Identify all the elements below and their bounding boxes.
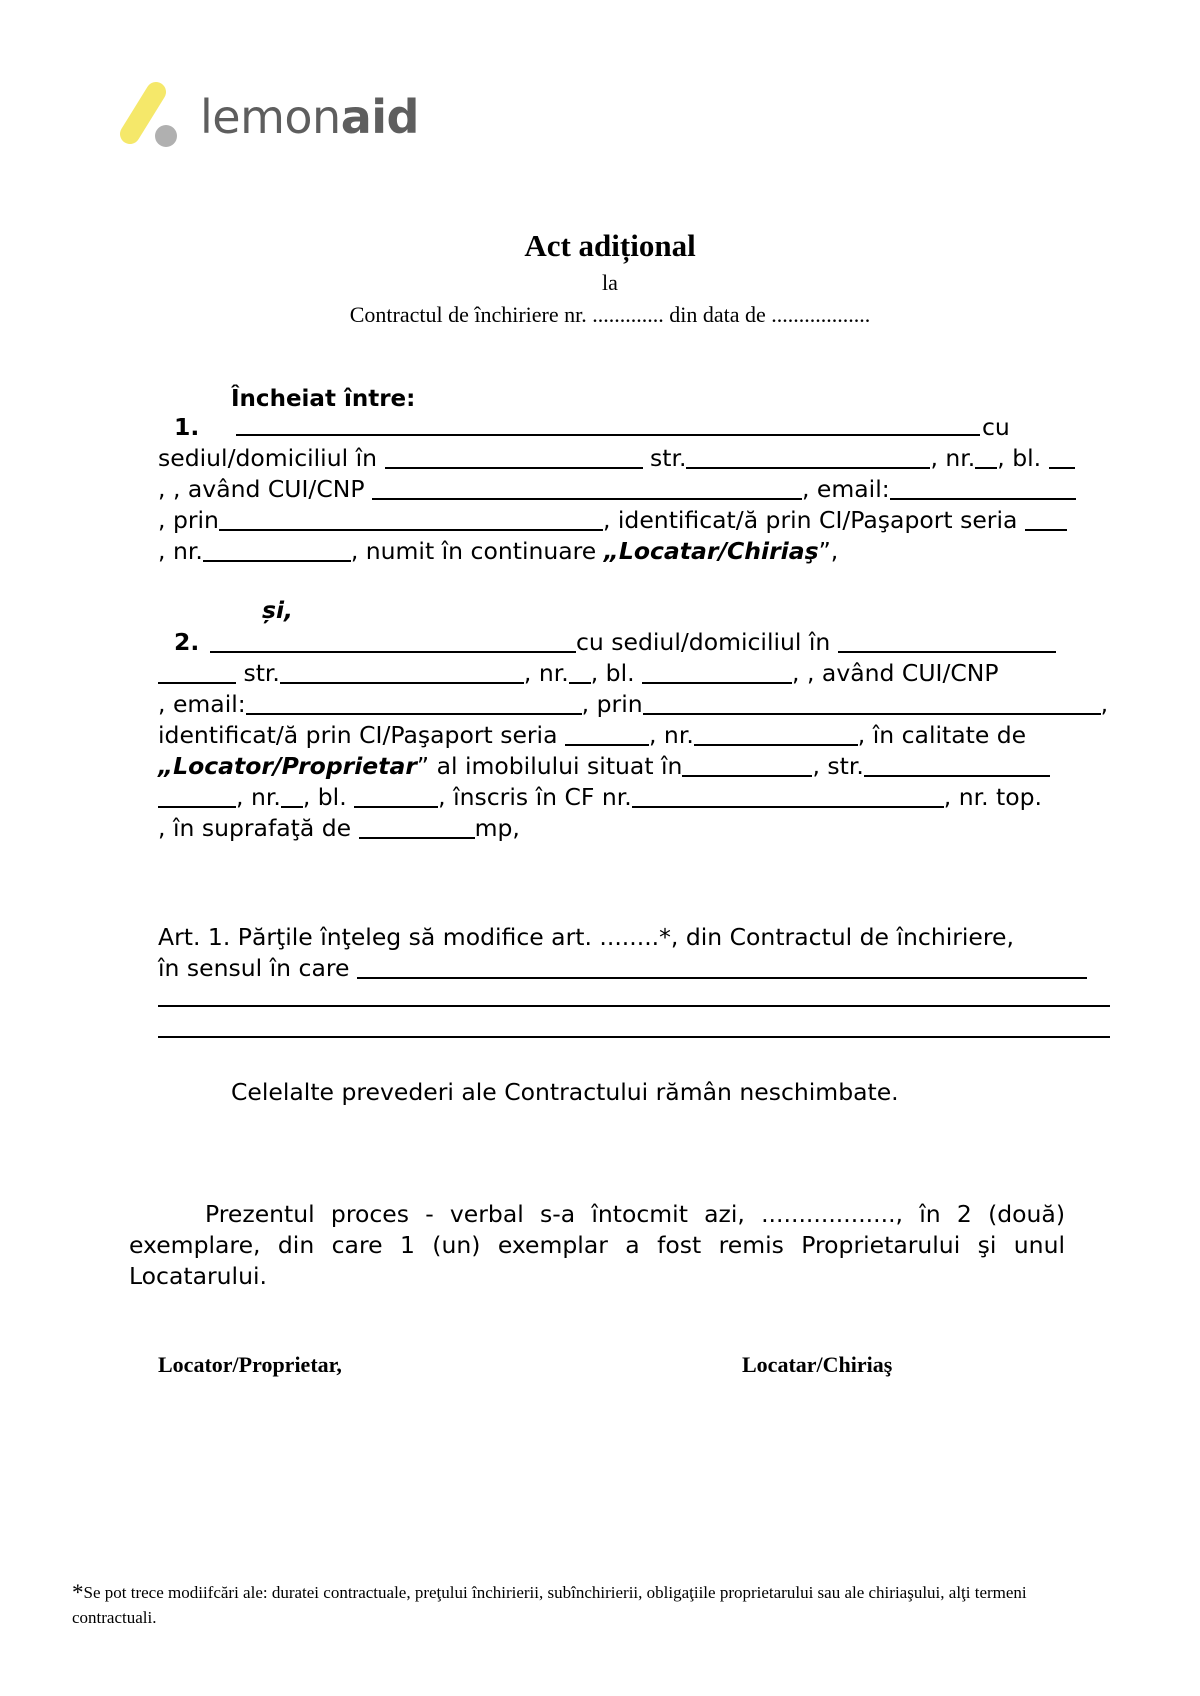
text-sediu: sediul/domiciliul în	[158, 444, 378, 472]
text-cu-sediu: cu sediul/domiciliul în	[576, 628, 831, 656]
blank-nr3	[569, 660, 591, 684]
blank-nr	[975, 445, 997, 469]
text-nr: , nr.	[930, 444, 976, 472]
article-1	[158, 922, 1120, 984]
blank-suprafata	[359, 815, 475, 839]
text-top: , nr. top.	[943, 783, 1043, 811]
role-locatar: „Locatar/Chiriaş	[603, 537, 819, 565]
text-bl2: , bl.	[590, 659, 643, 687]
role-locator: „Locator/Proprietar	[158, 752, 417, 780]
signature-locator: Locator/Proprietar,	[158, 1352, 342, 1377]
lemonaid-logo-icon	[118, 82, 208, 152]
blank-street3-cont	[158, 784, 236, 808]
footnote-text: Se pot trece modiifcări ale: duratei contractuale, preţului închirierii, subînchirierii, obligaţiile proprietarului sau ale chiriaşului, alţi termeni contractuali.	[72, 1583, 1027, 1627]
text-cu: cu	[982, 413, 1010, 441]
party-2-paragraph: 2. cu sediul/domiciliul în str. , nr. , bl. , , având CUI/CNP , email: , prin , identificat/ă prin CI/Paşaport seria , nr. , în calitate de „Locator/Proprietar” al imobilului situat în , str. , nr. , bl. , înscris în CF nr. , nr. top. , în suprafaţă de mp,	[158, 628, 1109, 842]
text-imobil: ” al imobilului situat în	[416, 752, 683, 780]
blank-prin2	[643, 691, 1101, 715]
text-mp: mp,	[474, 814, 520, 842]
text-email: , email:	[801, 475, 890, 503]
lemonaid-logo	[118, 82, 438, 152]
blank-bl2	[642, 660, 792, 684]
party-2-number: 2.	[174, 628, 200, 656]
text-str: str.	[650, 444, 687, 472]
remaining-provisions: Celelalte prevederi ale Contractului rămân neschimbate.	[231, 1078, 899, 1106]
text-cf: , înscris în CF nr.	[438, 783, 632, 811]
blank-cf	[632, 784, 944, 808]
blank-prin	[219, 507, 603, 531]
blank-street	[686, 445, 930, 469]
blank-street2	[280, 660, 524, 684]
text-calitate: , în calitate de	[857, 721, 1027, 749]
logo-wordmark: lemonaid	[200, 90, 419, 144]
article-1-blank	[357, 955, 1087, 979]
text-bl: , bl.	[997, 444, 1042, 472]
party-2-name-blank	[210, 629, 576, 653]
text-prin: , prin	[158, 506, 219, 534]
text-bl3: , bl.	[302, 783, 347, 811]
party-1-number: 1.	[174, 413, 200, 441]
party-1-name-blank	[236, 412, 980, 436]
blank-cui	[372, 476, 802, 500]
subtitle-la: la	[602, 270, 618, 295]
text-nr4: , nr.	[648, 721, 694, 749]
blank-city	[385, 445, 643, 469]
subtitle-contract: Contractul de închiriere nr. ............. din data de ..................	[349, 302, 871, 327]
blank-seria	[1025, 507, 1067, 531]
text-str3: , str.	[812, 752, 864, 780]
blank-nr4	[694, 722, 858, 746]
text-cui: , , având CUI/CNP	[158, 475, 365, 503]
party-1-paragraph	[158, 413, 1120, 567]
text-nr3: , nr.	[523, 659, 569, 687]
blank-bl	[1049, 445, 1075, 469]
text-str2: str.	[236, 659, 280, 687]
footnote	[72, 1580, 1072, 1630]
blank-nr5	[281, 784, 303, 808]
signature-locatar: Locatar/Chiriaş	[742, 1352, 893, 1377]
text-cui2: , , având CUI/CNP	[792, 659, 999, 687]
blank-bl3	[354, 784, 438, 808]
parties-heading: Încheiat între:	[231, 386, 416, 412]
blank-city2-cont	[158, 660, 236, 684]
conjunction-si: și,	[262, 596, 293, 624]
article-blank-line-3	[158, 1036, 1110, 1038]
proces-verbal-text: Prezentul proces - verbal s-a întocmit azi, .................., în 2 (două) exemplare, din care 1 (un) exemplar a fost remis Proprietarului şi unul Locatarului.	[129, 1200, 1065, 1290]
footnote-star: *	[72, 1580, 84, 1605]
blank-nr2	[203, 538, 351, 562]
blank-email2	[246, 691, 582, 715]
text-email2: , email:	[158, 690, 246, 718]
proces-verbal-paragraph	[129, 1199, 1065, 1292]
text-nr5: , nr.	[236, 783, 281, 811]
text-numit: , numit în continuare	[350, 537, 604, 565]
text-end: ”,	[818, 537, 839, 565]
blank-email	[890, 476, 1076, 500]
document-title: Act adițional	[524, 228, 696, 263]
blank-seria2	[565, 722, 649, 746]
text-suprafata: , în suprafaţă de	[158, 814, 352, 842]
article-1-line-1: Art. 1. Părţile înţeleg să modifice art. ........*, din Contractul de închiriere,	[158, 923, 1014, 951]
blank-imobil	[682, 753, 812, 777]
text-nr2: , nr.	[158, 537, 203, 565]
article-blank-line-2	[158, 1005, 1110, 1007]
blank-city2	[838, 629, 1056, 653]
text-ident2: identificat/ă prin CI/Paşaport seria	[158, 721, 558, 749]
article-1-line-2: în sensul în care	[158, 954, 350, 982]
text-ident: , identificat/ă prin CI/Paşaport seria	[602, 506, 1018, 534]
text-prin2: , prin	[581, 690, 643, 718]
blank-street3	[864, 753, 1050, 777]
